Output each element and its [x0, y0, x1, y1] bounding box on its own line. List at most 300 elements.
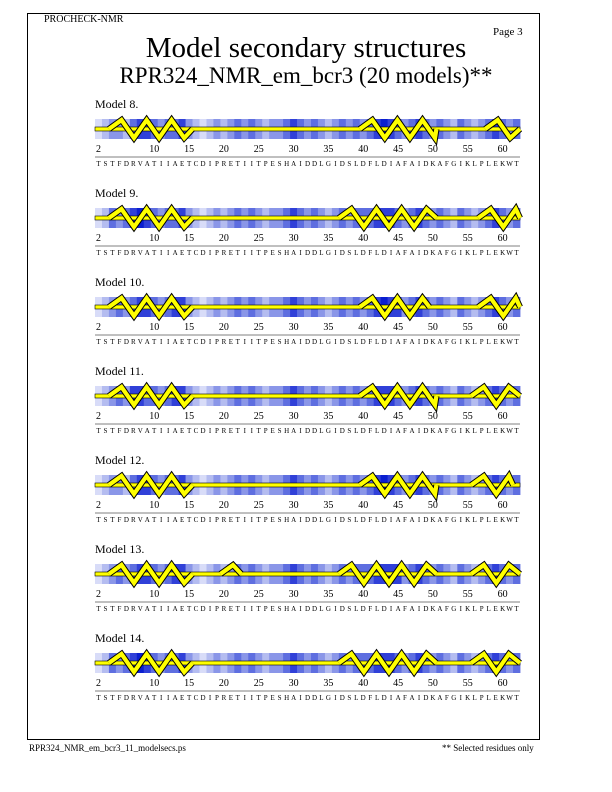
sequence-letter: K: [500, 427, 506, 435]
sequence-letter: K: [465, 249, 471, 257]
sequence-letter: G: [451, 605, 457, 613]
model-title: Model 9.: [95, 186, 139, 200]
sequence-letter: G: [451, 694, 457, 702]
sequence-letter: D: [311, 160, 318, 168]
sequence-letter: V: [137, 338, 143, 346]
sequence-letter: S: [347, 605, 352, 613]
page-subtitle: RPR324_NMR_em_bcr3 (20 models)**: [119, 63, 493, 88]
sequence-letter: L: [319, 605, 324, 613]
sequence-letter: I: [389, 338, 393, 346]
sequence-letter: D: [200, 338, 206, 346]
sequence-letter: G: [325, 427, 331, 435]
sequence-letter: E: [493, 160, 498, 168]
residue-tick-label: 55: [462, 322, 473, 333]
sequence-letter: D: [304, 694, 311, 702]
sequence-letter: I: [389, 160, 393, 168]
sequence-letter: I: [299, 694, 302, 702]
sequence-letter: S: [103, 338, 108, 346]
sequence-letter: T: [152, 694, 157, 702]
sequence-letter: D: [381, 249, 387, 257]
sequence-letter: I: [334, 160, 337, 168]
sequence-letter: P: [214, 427, 219, 435]
sequence-letter: A: [144, 694, 150, 702]
sequence-letter: L: [375, 516, 380, 524]
sequence-letter: A: [172, 427, 178, 435]
sequence-letter: T: [152, 338, 157, 346]
sequence-letter: A: [144, 427, 150, 435]
sequence-letter: F: [117, 160, 122, 168]
sequence-letter: L: [354, 427, 359, 435]
residue-tick-label: 10: [149, 411, 160, 422]
sequence-letter: I: [417, 338, 421, 346]
residue-tick-label: 2: [96, 678, 101, 689]
sequence-letter: T: [96, 694, 101, 702]
residue-tick-label: 45: [393, 589, 404, 600]
sequence-letter: I: [167, 249, 170, 257]
sequence-letter: T: [152, 249, 157, 257]
sequence-letter: A: [437, 694, 443, 702]
residue-tick-label: 50: [427, 322, 438, 333]
residue-tick-label: 30: [288, 500, 299, 511]
sequence-letter: E: [179, 427, 185, 435]
model-title: Model 8.: [95, 97, 139, 111]
sequence-letter: L: [375, 427, 380, 435]
sequence-letter: D: [123, 605, 129, 613]
sequence-letter: F: [368, 249, 373, 257]
residue-tick-label: 40: [358, 411, 369, 422]
sequence-letter: L: [375, 694, 380, 702]
residue-tick-label: 30: [288, 678, 299, 689]
sequence-letter: E: [179, 694, 185, 702]
sequence-letter: T: [514, 427, 519, 435]
sequence-letter: I: [250, 427, 253, 435]
sequence-letter: F: [444, 694, 449, 702]
sequence-letter: D: [423, 605, 429, 613]
sequence-letter: K: [465, 160, 471, 168]
residue-tick-label: 40: [358, 589, 369, 600]
sequence-letter: T: [514, 516, 519, 524]
sequence-letter: R: [221, 249, 227, 257]
sequence-letter: I: [208, 427, 212, 435]
sequence-letter: T: [186, 694, 192, 702]
sequence-letter: V: [137, 605, 143, 613]
sequence-letter: T: [256, 516, 261, 524]
sequence-letter: P: [479, 338, 484, 346]
sequence-letter: F: [403, 605, 407, 613]
residue-tick-label: 15: [184, 144, 195, 155]
sequence-letter: P: [214, 516, 219, 524]
residue-tick-label: 55: [462, 589, 473, 600]
sequence-letter: A: [409, 605, 415, 613]
sequence-letter: T: [110, 338, 115, 346]
model-title: Model 11.: [95, 364, 144, 378]
sequence-letter: E: [493, 694, 498, 702]
sequence-letter: W: [506, 249, 513, 257]
sequence-letter: G: [325, 516, 331, 524]
sequence-letter: T: [235, 605, 240, 613]
sequence-letter: I: [299, 427, 302, 435]
sequence-letter: I: [417, 249, 421, 257]
sequence-letter: D: [423, 249, 429, 257]
coil-line: [95, 216, 520, 220]
sequence-letter: I: [208, 605, 212, 613]
sequence-letter: E: [270, 427, 275, 435]
sequence-letter: A: [395, 427, 401, 435]
sequence-letter: A: [437, 427, 443, 435]
sequence-letter: T: [110, 605, 115, 613]
residue-tick-label: 25: [253, 322, 264, 333]
sequence-letter: T: [96, 605, 101, 613]
sequence-letter: P: [263, 249, 268, 257]
sequence-letter: D: [123, 338, 129, 346]
sequence-letter: S: [347, 694, 352, 702]
sequence-letter: T: [256, 338, 261, 346]
sequence-letter: I: [417, 694, 421, 702]
sequence-letter: T: [96, 516, 101, 524]
sequence-letter: D: [123, 427, 129, 435]
sequence-letter: F: [403, 516, 407, 524]
sequence-letter: E: [228, 338, 234, 346]
sequence-letter: L: [486, 516, 491, 524]
sequence-letter: L: [375, 160, 380, 168]
sequence-letter: I: [160, 694, 163, 702]
sequence-letter: W: [506, 605, 513, 613]
page-number: Page 3: [493, 26, 523, 38]
sequence-letter: A: [144, 516, 150, 524]
sequence-letter: D: [123, 249, 129, 257]
sequence-letter: D: [381, 160, 387, 168]
sequence-letter: T: [152, 427, 157, 435]
sequence-letter: K: [500, 605, 506, 613]
sequence-letter: D: [360, 427, 366, 435]
sequence-letter: L: [354, 338, 359, 346]
residue-tick-label: 55: [462, 678, 473, 689]
sequence-letter: P: [479, 605, 484, 613]
sequence-letter: T: [514, 249, 519, 257]
sequence-letter: T: [186, 160, 192, 168]
footer-note: ** Selected residues only: [442, 743, 534, 753]
sequence-letter: D: [339, 694, 345, 702]
sequence-letter: I: [243, 160, 246, 168]
residue-tick-label: 60: [497, 500, 508, 511]
residue-tick-label: 2: [96, 144, 101, 155]
sequence-letter: L: [319, 249, 324, 257]
residue-tick-label: 15: [184, 233, 195, 244]
sequence-letter: E: [270, 160, 275, 168]
sequence-letter: D: [123, 160, 129, 168]
sequence-letter: H: [284, 516, 290, 524]
residue-tick-label: 50: [427, 233, 438, 244]
residue-tick-label: 25: [253, 144, 264, 155]
sequence-letter: D: [381, 516, 387, 524]
residue-tick-label: 60: [497, 233, 508, 244]
sequence-letter: K: [465, 516, 471, 524]
sequence-letter: P: [214, 338, 219, 346]
sequence-letter: R: [221, 516, 227, 524]
sequence-letter: D: [200, 605, 206, 613]
sequence-letter: W: [506, 427, 513, 435]
sequence-letter: I: [417, 160, 421, 168]
sequence-letter: W: [506, 694, 513, 702]
residue-tick-label: 45: [393, 500, 404, 511]
sequence-letter: T: [152, 605, 157, 613]
sequence-letter: S: [347, 338, 352, 346]
residue-tick-label: 15: [184, 411, 195, 422]
sequence-letter: I: [250, 694, 253, 702]
sequence-letter: R: [130, 694, 136, 702]
sequence-letter: D: [304, 338, 311, 346]
sequence-letter: A: [409, 338, 415, 346]
sequence-letter: E: [179, 160, 185, 168]
sequence-letter: L: [354, 160, 359, 168]
sequence-letter: A: [395, 338, 401, 346]
sequence-letter: S: [347, 427, 352, 435]
sequence-letter: E: [228, 694, 234, 702]
residue-tick-label: 35: [323, 678, 334, 689]
sequence-letter: L: [486, 160, 491, 168]
sequence-letter: L: [354, 249, 359, 257]
sequence-letter: F: [368, 338, 373, 346]
sequence-letter: I: [459, 427, 462, 435]
sequence-letter: A: [409, 516, 415, 524]
sequence-letter: I: [243, 516, 246, 524]
sequence-letter: E: [179, 249, 185, 257]
sequence-letter: P: [479, 516, 484, 524]
sequence-letter: T: [235, 694, 240, 702]
sequence-letter: K: [465, 605, 471, 613]
sequence-letter: S: [277, 249, 282, 257]
sequence-letter: L: [375, 249, 380, 257]
residue-tick-label: 60: [497, 589, 508, 600]
sequence-letter: G: [325, 338, 331, 346]
sequence-letter: A: [144, 160, 150, 168]
sequence-letter: S: [347, 160, 352, 168]
coil-line: [95, 394, 520, 398]
sequence-letter: L: [472, 605, 477, 613]
residue-tick-label: 2: [96, 322, 101, 333]
sequence-letter: D: [360, 694, 366, 702]
sequence-letter: E: [228, 427, 234, 435]
residue-tick-label: 30: [288, 411, 299, 422]
sequence-letter: I: [160, 160, 163, 168]
sequence-letter: E: [270, 338, 275, 346]
residue-tick-label: 15: [184, 322, 195, 333]
sequence-letter: R: [221, 605, 227, 613]
sequence-letter: K: [500, 694, 506, 702]
residue-tick-label: 30: [288, 589, 299, 600]
sequence-letter: L: [486, 427, 491, 435]
residue-tick-label: 45: [393, 144, 404, 155]
sequence-letter: T: [110, 516, 115, 524]
sequence-letter: I: [243, 694, 246, 702]
sequence-letter: A: [437, 338, 443, 346]
residue-tick-label: 25: [253, 678, 264, 689]
residue-tick-label: 55: [462, 144, 473, 155]
sequence-letter: D: [381, 605, 387, 613]
sequence-letter: A: [395, 160, 401, 168]
residue-tick-label: 15: [184, 678, 195, 689]
sequence-letter: A: [291, 249, 297, 257]
residue-tick-label: 35: [323, 233, 334, 244]
sequence-letter: I: [250, 338, 253, 346]
sequence-letter: A: [395, 694, 401, 702]
sequence-letter: D: [381, 694, 387, 702]
sequence-letter: F: [403, 338, 407, 346]
residue-tick-label: 50: [427, 589, 438, 600]
sequence-letter: A: [437, 249, 443, 257]
sequence-letter: I: [160, 516, 163, 524]
sequence-letter: I: [417, 516, 421, 524]
sequence-letter: F: [117, 516, 122, 524]
sequence-letter: F: [403, 160, 407, 168]
sequence-letter: V: [137, 694, 143, 702]
sequence-letter: P: [263, 516, 268, 524]
sequence-letter: F: [444, 338, 449, 346]
sequence-letter: T: [96, 160, 101, 168]
sequence-letter: I: [250, 160, 253, 168]
sequence-letter: T: [110, 160, 115, 168]
sequence-letter: F: [368, 605, 373, 613]
coil-line: [95, 127, 520, 131]
sequence-letter: S: [103, 427, 108, 435]
sequence-letter: D: [311, 605, 318, 613]
sequence-letter: R: [221, 160, 227, 168]
sequence-letter: S: [277, 516, 282, 524]
sequence-letter: V: [137, 160, 143, 168]
residue-tick-label: 20: [218, 144, 229, 155]
sequence-letter: T: [186, 249, 192, 257]
residue-tick-label: 20: [218, 678, 229, 689]
residue-tick-label: 60: [497, 678, 508, 689]
sequence-letter: D: [423, 338, 429, 346]
sequence-letter: E: [270, 516, 275, 524]
page-title: Model secondary structures: [145, 32, 467, 64]
sequence-letter: D: [360, 605, 366, 613]
sequence-letter: I: [208, 249, 212, 257]
sequence-letter: V: [137, 427, 143, 435]
sequence-letter: L: [472, 160, 477, 168]
sequence-letter: E: [228, 516, 234, 524]
sequence-letter: I: [208, 694, 212, 702]
sequence-letter: L: [319, 516, 324, 524]
residue-tick-label: 35: [323, 500, 334, 511]
coil-line: [95, 572, 520, 576]
sequence-letter: A: [291, 427, 297, 435]
residue-tick-label: 40: [358, 144, 369, 155]
sequence-letter: A: [409, 249, 415, 257]
sequence-letter: G: [325, 249, 331, 257]
residue-tick-label: 45: [393, 322, 404, 333]
sequence-letter: F: [403, 427, 407, 435]
sequence-letter: L: [472, 338, 477, 346]
sequence-letter: P: [479, 249, 484, 257]
model-title: Model 12.: [95, 453, 145, 467]
residue-tick-label: 35: [323, 144, 334, 155]
sequence-letter: I: [389, 605, 393, 613]
sequence-letter: A: [395, 249, 401, 257]
sequence-letter: A: [172, 338, 178, 346]
sequence-letter: I: [167, 338, 170, 346]
residue-tick-label: 20: [218, 589, 229, 600]
residue-tick-label: 40: [358, 500, 369, 511]
sequence-letter: K: [500, 160, 506, 168]
sequence-letter: A: [172, 694, 178, 702]
sequence-letter: P: [214, 694, 219, 702]
sequence-letter: T: [514, 694, 519, 702]
sequence-letter: F: [117, 694, 122, 702]
sequence-letter: A: [437, 160, 443, 168]
residue-tick-label: 55: [462, 233, 473, 244]
sequence-letter: T: [96, 427, 101, 435]
sequence-letter: E: [179, 338, 185, 346]
sequence-letter: L: [486, 249, 491, 257]
sequence-letter: T: [514, 605, 519, 613]
sequence-letter: R: [130, 249, 136, 257]
sequence-letter: P: [214, 160, 219, 168]
sequence-letter: I: [243, 249, 246, 257]
sequence-letter: C: [193, 338, 199, 346]
sequence-letter: D: [311, 427, 318, 435]
sequence-letter: C: [193, 427, 199, 435]
sequence-letter: I: [160, 338, 163, 346]
sequence-letter: T: [256, 427, 261, 435]
sequence-letter: F: [444, 427, 449, 435]
sequence-letter: P: [479, 694, 484, 702]
sequence-letter: I: [334, 427, 337, 435]
sequence-letter: R: [221, 694, 227, 702]
residue-tick-label: 20: [218, 322, 229, 333]
sequence-letter: F: [117, 249, 122, 257]
sequence-letter: S: [103, 605, 108, 613]
sequence-letter: D: [311, 249, 318, 257]
sequence-letter: T: [514, 338, 519, 346]
sequence-letter: S: [347, 249, 352, 257]
sequence-letter: K: [500, 338, 506, 346]
sequence-letter: T: [514, 160, 519, 168]
sequence-letter: K: [465, 694, 471, 702]
residue-tick-label: 50: [427, 411, 438, 422]
sequence-letter: I: [160, 249, 163, 257]
sequence-letter: I: [167, 516, 170, 524]
sequence-letter: I: [459, 516, 462, 524]
model-title: Model 13.: [95, 542, 145, 556]
residue-tick-label: 60: [497, 144, 508, 155]
sequence-letter: D: [200, 160, 206, 168]
sequence-letter: S: [277, 338, 282, 346]
residue-tick-label: 45: [393, 678, 404, 689]
sequence-letter: S: [277, 427, 282, 435]
sequence-letter: R: [130, 516, 136, 524]
residue-tick-label: 2: [96, 500, 101, 511]
sequence-letter: I: [208, 516, 212, 524]
sequence-letter: D: [200, 427, 206, 435]
sequence-letter: L: [472, 427, 477, 435]
residue-tick-label: 30: [288, 322, 299, 333]
sequence-letter: D: [360, 516, 366, 524]
sequence-letter: T: [235, 160, 240, 168]
residue-tick-label: 25: [253, 589, 264, 600]
sequence-letter: R: [221, 338, 227, 346]
sequence-letter: E: [228, 160, 234, 168]
residue-tick-label: 25: [253, 500, 264, 511]
sequence-letter: D: [304, 160, 311, 168]
sequence-letter: I: [389, 694, 393, 702]
residue-tick-label: 20: [218, 233, 229, 244]
sequence-letter: D: [311, 516, 318, 524]
sequence-letter: L: [375, 605, 380, 613]
sequence-letter: G: [325, 160, 331, 168]
sequence-letter: F: [444, 160, 449, 168]
